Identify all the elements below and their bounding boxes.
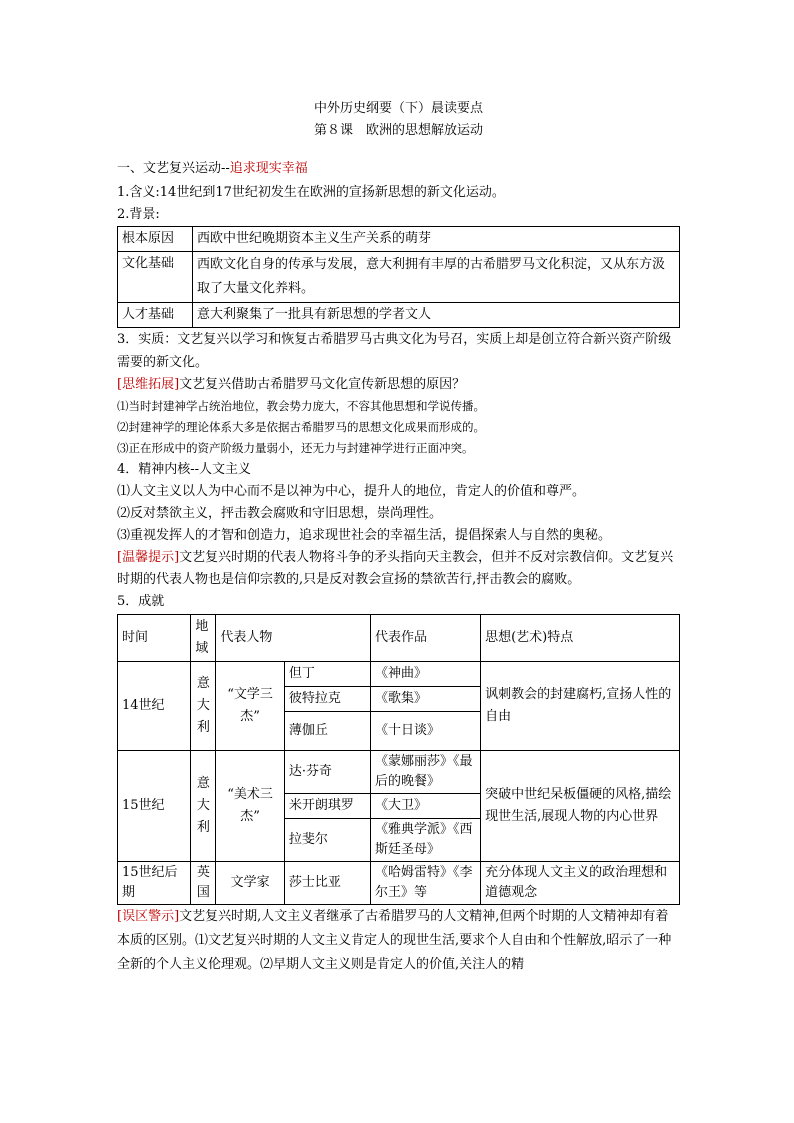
table-cell: 《哈姆雷特》《李尔王》等 bbox=[371, 862, 481, 905]
table-cell: “文学三杰” bbox=[216, 662, 285, 751]
table-cell: “美术三杰” bbox=[216, 751, 285, 862]
document-page bbox=[117, 98, 680, 977]
achievement-table bbox=[117, 614, 680, 905]
table-row bbox=[118, 662, 680, 687]
header-cell: 代表人物 bbox=[216, 615, 371, 662]
background-table bbox=[117, 226, 680, 328]
table-cell: 拉斐尔 bbox=[284, 819, 370, 862]
table-cell: 讽刺教会的封建腐朽,宣扬人性的自由 bbox=[481, 662, 680, 751]
meaning-paragraph: 1.含义:14世纪到17世纪初发生在欧洲的宣扬新思想的新文化运动。 bbox=[117, 185, 505, 200]
essence-paragraph: 3．实质：文艺复兴以学习和恢复古希腊罗马古典文化为号召，实质上却是创立符合新兴资产阶级需要的新文化。 bbox=[117, 332, 672, 370]
table-cell: 《雅典学派》《西斯廷圣母》 bbox=[371, 819, 481, 862]
think-question: 文艺复兴借助古希腊罗马文化宣传新思想的原因？ bbox=[179, 377, 466, 392]
table-cell: 《大卫》 bbox=[371, 794, 481, 819]
table-cell: 薄伽丘 bbox=[284, 712, 370, 751]
header-cell: 地域 bbox=[191, 615, 216, 662]
tip-tag: [温馨提示] bbox=[117, 550, 180, 565]
think-tag: [思维拓展] bbox=[117, 377, 180, 392]
warn-tag: [误区警示] bbox=[117, 909, 180, 924]
background-label: 2.背景: bbox=[117, 207, 160, 222]
list-item: ⑵封建神学的理论体系大多是依据古希腊罗马的思想文化成果而形成的。 bbox=[117, 420, 485, 434]
achieve-label: 5．成就 bbox=[117, 594, 165, 609]
list-item: ⑴当时封建神学占统治地位，教会势力庞大，不容其他思想和学说传播。 bbox=[117, 399, 485, 413]
think-paragraph bbox=[117, 374, 680, 396]
table-row bbox=[118, 227, 680, 252]
table-row bbox=[118, 751, 680, 794]
header-cell: 代表作品 bbox=[371, 615, 481, 662]
table-cell: 根本原因 bbox=[118, 227, 193, 252]
table-cell: 《十日谈》 bbox=[371, 712, 481, 751]
table-cell: 15世纪 bbox=[118, 751, 191, 862]
table-row bbox=[118, 303, 680, 328]
section-heading-main: 一、文艺复兴运动-- bbox=[117, 161, 230, 176]
list-item: ⑶重视发挥人的才智和创造力，追求现世社会的幸福生活，提倡探索人与自然的奥秘。 bbox=[117, 528, 612, 543]
doc-title: 中外历史纲要（下）晨读要点 bbox=[313, 101, 483, 116]
table-cell: 15世纪后期 bbox=[118, 862, 191, 905]
tip-text: 文艺复兴时期的代表人物将斗争的矛头指向天主教会，但并不反对宗教信仰。文艺复兴时期的代表人物也是信仰宗教的,只是反对教会宣扬的禁欲苦行,抨击教会的腐败。 bbox=[117, 550, 674, 587]
tip-paragraph bbox=[117, 547, 680, 591]
table-cell: 西欧文化自身的传承与发展，意大利拥有丰厚的古希腊罗马文化积淀，又从东方汲取了大量文化养料。 bbox=[193, 252, 680, 303]
table-cell: 意大利 bbox=[191, 751, 216, 862]
list-item: ⑵反对禁欲主义，抨击教会腐败和守旧思想，崇尚理性。 bbox=[117, 506, 443, 521]
table-cell: 意大利 bbox=[191, 662, 216, 751]
warn-text: 文艺复兴时期,人文主义者继承了古希腊罗马的人文精神,但两个时期的人文精神却有着本质的区别。⑴文艺复兴时期的人文主义肯定人的现世生活,要求个人自由和个性解放,昭示了一种全新的个人主义伦理观。⑵早期人文主义则是肯定人的价值,关注人的精 bbox=[117, 909, 672, 972]
table-cell: 但丁 bbox=[284, 662, 370, 687]
table-cell: 米开朗琪罗 bbox=[284, 794, 370, 819]
core-label: 4．精神内核--人文主义 bbox=[117, 462, 252, 477]
list-item: ⑶正在形成中的资产阶级力量弱小，还无力与封建神学进行正面冲突。 bbox=[117, 441, 474, 455]
header-cell: 时间 bbox=[118, 615, 191, 662]
table-cell: 《歌集》 bbox=[371, 687, 481, 712]
table-cell: 《蒙娜丽莎》《最后的晚餐》 bbox=[371, 751, 481, 794]
table-cell: 莎士比亚 bbox=[284, 862, 370, 905]
table-cell: 14世纪 bbox=[118, 662, 191, 751]
section-heading-sub: 追求现实幸福 bbox=[229, 161, 308, 176]
table-cell: 西欧中世纪晚期资本主义生产关系的萌芽 bbox=[193, 227, 680, 252]
table-cell: 彼特拉克 bbox=[284, 687, 370, 712]
table-cell: 人才基础 bbox=[118, 303, 193, 328]
table-header-row bbox=[118, 615, 680, 662]
table-cell: 意大利聚集了一批具有新思想的学者文人 bbox=[193, 303, 680, 328]
header-cell: 思想(艺术)特点 bbox=[481, 615, 680, 662]
table-cell: 达·芬奇 bbox=[284, 751, 370, 794]
table-row bbox=[118, 252, 680, 303]
table-cell: 突破中世纪呆板僵硬的风格,描绘现世生活,展现人物的内心世界 bbox=[481, 751, 680, 862]
table-cell: 充分体现人文主义的政治理想和道德观念 bbox=[481, 862, 680, 905]
table-cell: 文化基础 bbox=[118, 252, 193, 303]
table-cell: 英国 bbox=[191, 862, 216, 905]
section-heading bbox=[117, 158, 680, 180]
table-cell: 文学家 bbox=[216, 862, 285, 905]
lesson-title: 第８课 欧洲的思想解放运动 bbox=[313, 123, 483, 138]
warn-paragraph bbox=[117, 905, 680, 977]
table-cell: 《神曲》 bbox=[371, 662, 481, 687]
table-row bbox=[118, 862, 680, 905]
list-item: ⑴人文主义以人为中心而不是以神为中心，提升人的地位，肯定人的价值和尊严。 bbox=[117, 484, 586, 499]
